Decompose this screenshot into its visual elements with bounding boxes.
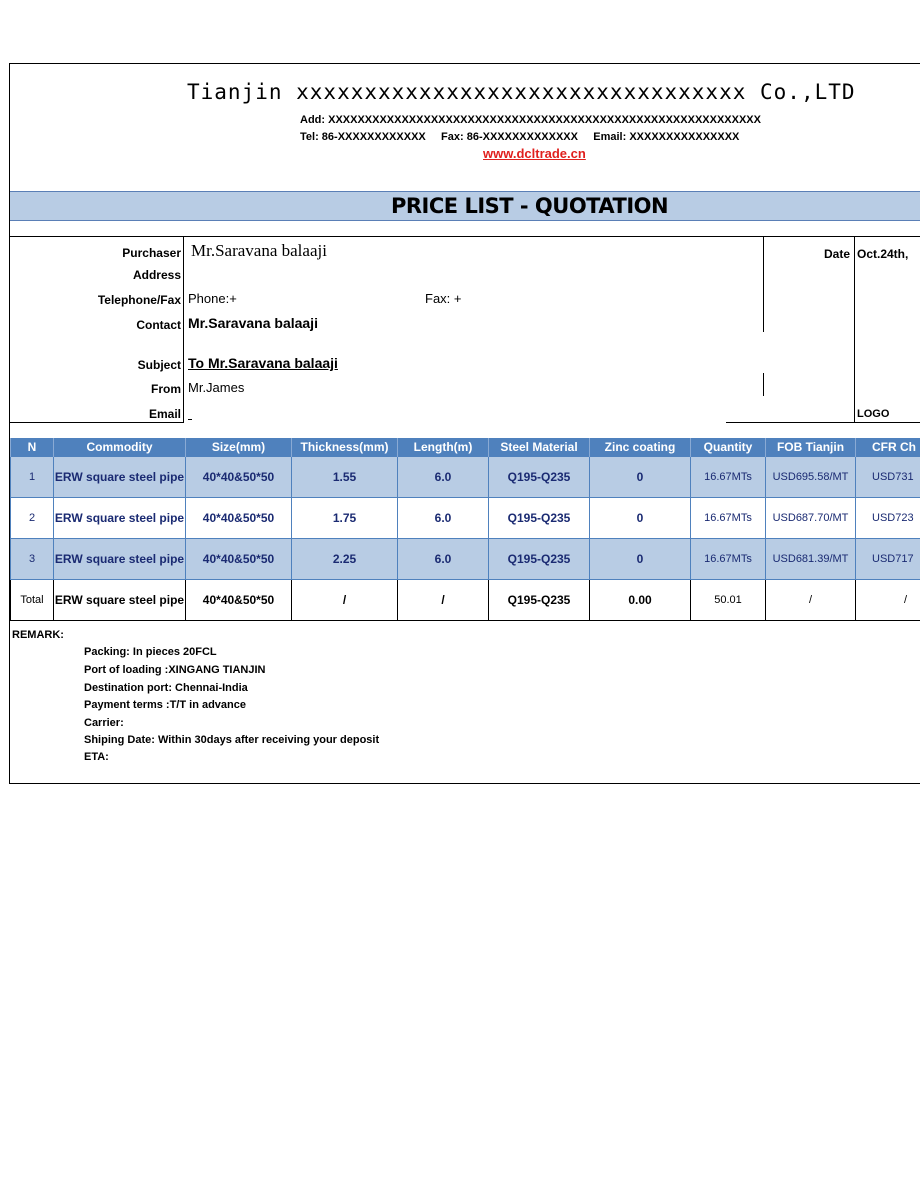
column-header: Quantity bbox=[691, 438, 766, 457]
total-row bbox=[11, 580, 920, 621]
purchaser-label: Purchaser bbox=[122, 246, 181, 260]
subject-label: Subject bbox=[137, 358, 181, 372]
date-label: Date bbox=[823, 247, 850, 261]
column-header: Thickness(mm) bbox=[292, 438, 398, 457]
commodity-cell: ERW square steel pipe bbox=[54, 580, 186, 621]
thickness-cell: 1.75 bbox=[292, 498, 398, 539]
remark-line: Carrier: bbox=[84, 717, 124, 729]
table-row bbox=[11, 457, 920, 498]
remark-line: Port of loading :XINGANG TIANJIN bbox=[84, 664, 266, 676]
remark-line: Payment terms :T/T in advance bbox=[84, 699, 246, 711]
quotation-sheet bbox=[9, 63, 920, 784]
cfr-cell: / bbox=[856, 580, 920, 621]
column-header: Zinc coating bbox=[590, 438, 691, 457]
zinc-cell: 0 bbox=[590, 457, 691, 498]
telephone-fax-label: Telephone/Fax bbox=[97, 293, 181, 307]
divider bbox=[10, 422, 183, 423]
material-cell: Q195-Q235 bbox=[489, 539, 590, 580]
commodity-cell: ERW square steel pipe bbox=[54, 539, 186, 580]
cfr-cell: USD731 bbox=[856, 457, 920, 498]
purchaser-value: Mr.Saravana balaaji bbox=[191, 241, 327, 260]
fob-cell: USD681.39/MT bbox=[766, 539, 856, 580]
table-row bbox=[11, 539, 920, 580]
contact-value: Mr.Saravana balaaji bbox=[188, 315, 318, 331]
company-fax: Fax: 86-XXXXXXXXXXXXX bbox=[441, 131, 578, 143]
length-cell: / bbox=[398, 580, 489, 621]
from-label: From bbox=[151, 382, 181, 396]
column-header: FOB Tianjin bbox=[766, 438, 856, 457]
size-cell: 40*40&50*50 bbox=[186, 580, 292, 621]
page-title: PRICE LIST - QUOTATION bbox=[391, 194, 669, 218]
date-value: Oct.24th, bbox=[857, 247, 909, 261]
remark-line: Packing: In pieces 20FCL bbox=[84, 646, 217, 658]
length-cell: 6.0 bbox=[398, 457, 489, 498]
divider bbox=[726, 422, 920, 423]
company-address: Add: XXXXXXXXXXXXXXXXXXXXXXXXXXXXXXXXXXXXXXXXXXXXXXXXXXXXXXXXXXX bbox=[300, 114, 761, 126]
length-cell: 6.0 bbox=[398, 539, 489, 580]
length-cell: 6.0 bbox=[398, 498, 489, 539]
quantity-cell: 16.67MTs bbox=[691, 539, 766, 580]
address-label: Address bbox=[132, 268, 181, 282]
column-header: Size(mm) bbox=[186, 438, 292, 457]
zinc-cell: 0.00 bbox=[590, 580, 691, 621]
from-value: Mr.James bbox=[188, 380, 245, 395]
zinc-cell: 0 bbox=[590, 539, 691, 580]
remark-line: ETA: bbox=[84, 751, 109, 763]
commodity-cell: ERW square steel pipe bbox=[54, 457, 186, 498]
fax-value: Fax: + bbox=[425, 291, 462, 306]
cfr-cell: USD723 bbox=[856, 498, 920, 539]
total-label: Total bbox=[11, 580, 54, 621]
fob-cell: USD687.70/MT bbox=[766, 498, 856, 539]
company-contact-line bbox=[300, 131, 739, 143]
column-header: Commodity bbox=[54, 438, 186, 457]
size-cell: 40*40&50*50 bbox=[186, 539, 292, 580]
website-link[interactable]: www.dcltrade.cn bbox=[483, 146, 586, 161]
subject-value: To Mr.Saravana balaaji bbox=[188, 355, 338, 371]
contact-label: Contact bbox=[136, 318, 181, 332]
quantity-cell: 16.67MTs bbox=[691, 457, 766, 498]
quantity-cell: 16.67MTs bbox=[691, 498, 766, 539]
quotation-table bbox=[10, 438, 920, 621]
commodity-cell: ERW square steel pipe bbox=[54, 498, 186, 539]
table-header-row bbox=[11, 438, 920, 457]
material-cell: Q195-Q235 bbox=[489, 498, 590, 539]
cfr-cell: USD717 bbox=[856, 539, 920, 580]
divider bbox=[183, 237, 184, 423]
column-header: Length(m) bbox=[398, 438, 489, 457]
thickness-cell: / bbox=[292, 580, 398, 621]
thickness-cell: 1.55 bbox=[292, 457, 398, 498]
row-number: 2 bbox=[11, 498, 54, 539]
zinc-cell: 0 bbox=[590, 498, 691, 539]
row-number: 3 bbox=[11, 539, 54, 580]
size-cell: 40*40&50*50 bbox=[186, 457, 292, 498]
remark-line: Shiping Date: Within 30days after receiving your deposit bbox=[84, 734, 380, 746]
company-tel: Tel: 86-XXXXXXXXXXXX bbox=[300, 131, 426, 143]
material-cell: Q195-Q235 bbox=[489, 457, 590, 498]
column-header: N bbox=[11, 438, 54, 457]
remark-title: REMARK: bbox=[12, 629, 64, 641]
fob-cell: / bbox=[766, 580, 856, 621]
row-number: 1 bbox=[11, 457, 54, 498]
divider bbox=[763, 373, 764, 396]
title-banner bbox=[10, 191, 920, 221]
fob-cell: USD695.58/MT bbox=[766, 457, 856, 498]
phone-value: Phone:+ bbox=[188, 291, 237, 306]
divider bbox=[10, 236, 920, 237]
column-header: CFR Ch bbox=[856, 438, 920, 457]
divider bbox=[854, 237, 855, 423]
table-row bbox=[11, 498, 920, 539]
thickness-cell: 2.25 bbox=[292, 539, 398, 580]
logo-placeholder: LOGO bbox=[857, 408, 890, 420]
remark-line: Destination port: Chennai-India bbox=[84, 682, 248, 694]
column-header: Steel Material bbox=[489, 438, 590, 457]
divider bbox=[763, 237, 764, 332]
email-label: Email bbox=[148, 407, 181, 421]
email-value-blank bbox=[188, 419, 192, 420]
size-cell: 40*40&50*50 bbox=[186, 498, 292, 539]
material-cell: Q195-Q235 bbox=[489, 580, 590, 621]
company-email: Email: XXXXXXXXXXXXXXX bbox=[593, 131, 740, 143]
company-name: Tianjin xxxxxxxxxxxxxxxxxxxxxxxxxxxxxxxxx Co.,LTD bbox=[187, 80, 856, 104]
quantity-cell: 50.01 bbox=[691, 580, 766, 621]
